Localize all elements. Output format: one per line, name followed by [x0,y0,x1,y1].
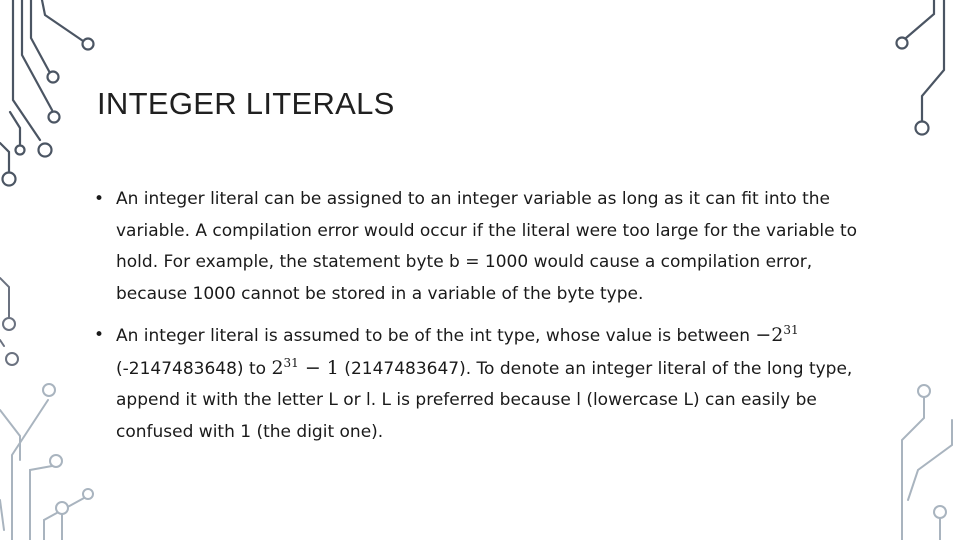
bullet-dot-icon: • [94,189,105,209]
math-max-exponent: 31 [283,355,299,370]
bullet-text: An integer literal can be assigned to an integer variable as long as it can fit into the variable. A compilation error would occur if the literal were too large for the variable to hold. For example, the statement byte b = 1000 would cause a compilation error, because 1000 cannot be stored in a variable of the byte type. [116,189,858,304]
math-min-base: −2 [755,324,784,346]
bullet-text-part-1: An integer literal is assumed to be of the int type, whose value is between [116,326,756,346]
bullet-list [94,184,884,448]
bullet-item-2 [94,320,884,448]
circuit-top-right [897,0,945,135]
math-min-exponent: 31 [783,323,799,337]
bullet-text-part-3: (2147483647). To denote an integer literal of the long type, append it with the letter L or l. L is preferred because l (lowercase L) can easily be confused with 1 (the digit one). [116,358,853,442]
circuit-left-middle [0,278,18,365]
math-max-value [271,357,338,379]
circuit-bottom-right [902,385,952,540]
circuit-bottom-left [0,384,93,540]
math-max-tail: − 1 [298,356,339,379]
bullet-dot-icon: • [94,325,105,345]
circuit-top-left [0,0,94,186]
bullet-text-part-2: (-2147483648) to [116,358,272,379]
math-max-base: 2 [271,356,284,379]
bullet-item-1 [94,184,884,310]
slide-title: INTEGER LITERALS [97,86,395,121]
math-min-value [755,324,798,346]
